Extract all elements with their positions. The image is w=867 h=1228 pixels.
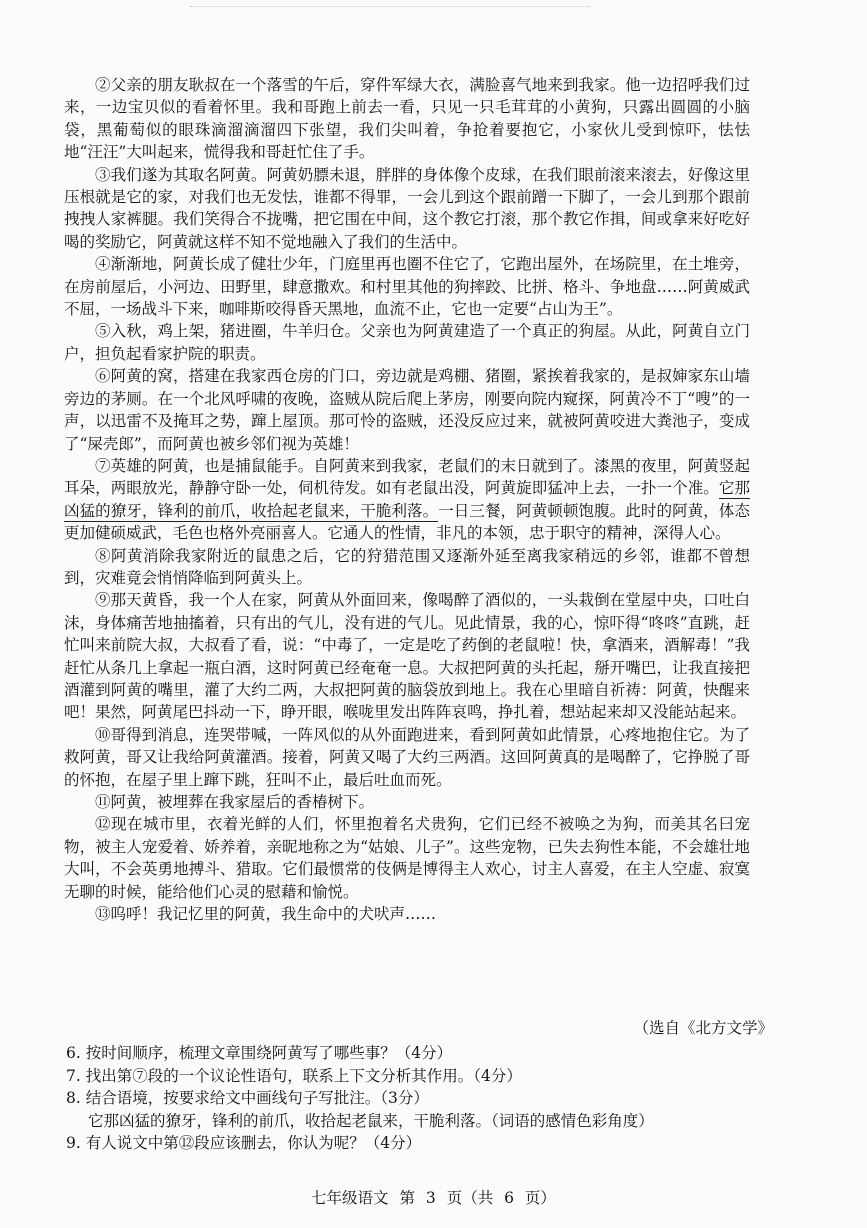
paragraph-4: ④渐渐地，阿黄长成了健壮少年，门庭里再也圈不住它了，它跑出屋外，在场院里，在土堆旁，在房前屋后，小河边、田野里，肆意撒欢。和村里其他的狗摔跤、比拼、格斗、争地盘……阿黄威武不屈，一场战斗下来，咖啡斯咬得昏天黑地，血流不止，它也一定要“占山为王”。 bbox=[64, 255, 750, 319]
top-edge-artifact bbox=[190, 0, 590, 7]
article-body bbox=[64, 74, 750, 925]
question-8-prompt: 它那凶猛的獠牙，锋利的前爪，收拾起老鼠来，干脆利落。（词语的感情色彩角度） bbox=[88, 1111, 654, 1130]
paragraph-3: ③我们遂为其取名阿黄。阿黄奶膘未退，胖胖的身体像个皮球，在我们眼前滚来滚去，好像这里压根就是它的家，对我们也无发怯，谁都不得罪，一会儿到这个跟前蹭一下脚了，一会儿到那个跟前拽拽人家裤腿。我们笑得合不拢嘴，把它围在中间，这个教它打滚，那个教它作揖，间或拿来好吃好喝的奖励它，阿黄就这样不知不觉地融入了我们的生活中。 bbox=[64, 165, 750, 251]
paragraph-9: ⑨那天黄昏，我一个人在家，阿黄从外面回来，像喝醉了酒似的，一头栽倒在堂屋中央，口吐白沫，身体痛苦地抽搐着，只有出的气儿，没有进的气儿。见此情景，我的心，惊吓得“咚咚”直跳，赶忙叫来前院大叔，大叔看了看，说：“中毒了，一定是吃了药倒的老鼠啦！快，拿酒来，酒解毒！”我赶忙从条几上拿起一瓶白酒，这时阿黄已经奄奄一息。大叔把阿黄的头托起，掰开嘴巴，让我直接把酒灌到阿黄的嘴里，灌了大约二两，大叔把阿黄的脑袋放到地上。我在心里暗自祈祷：阿黄，快醒来吧！果然，阿黄尾巴抖动一下，睁开眼，喉咙里发出阵阵哀鸣，挣扎着，想站起来却又没能站起来。 bbox=[64, 591, 750, 722]
paragraph-6: ⑥阿黄的窝，搭建在我家西仓房的门口，旁边就是鸡棚、猪圈，紧挨着我家的，是叔婶家东山墙旁边的茅厕。在一个北风呼啸的夜晚，盗贼从院后爬上茅房，刚要向院内窥探，阿黄冷不丁“嗖”的一声，以迅雷不及掩耳之势，蹿上屋顶。那可怜的盗贼，还没反应过来，就被阿黄咬进大粪池子，变成了“屎壳郎”，而阿黄也被乡邻们视为英雄！ bbox=[64, 367, 750, 453]
paragraph-12: ⑫现在城市里，衣着光鲜的人们，怀里抱着名犬贵狗，它们已经不被唤之为狗，而美其名曰宠物，被主人宠爱着、娇养着，亲昵地称之为“姑娘、儿子”。这些宠物，已失去狗性本能，不会雄壮地大叫，不会英勇地搏斗、猎取。它们最惯常的伎俩是博得主人欢心，讨主人喜爱，在主人空虚、寂寞无聊的时候，能给他们心灵的慰藉和愉悦。 bbox=[64, 815, 750, 901]
underlined-sentence: 它那凶猛的獠牙，锋利的前爪，收拾起老鼠来，干脆利落。 bbox=[64, 479, 750, 520]
question-8: 8. 结合语境，按要求给文中画线句子写批注。（3分） bbox=[66, 1089, 429, 1108]
question-9: 9. 有人说文中第⑫段应该删去，你认为呢？（4分） bbox=[66, 1134, 422, 1153]
paragraph-5: ⑤入秋，鸡上架，猪进圈，牛羊归仓。父亲也为阿黄建造了一个真正的狗屋。从此，阿黄自立门户，担负起看家护院的职责。 bbox=[64, 322, 750, 363]
paragraph-7 bbox=[64, 455, 750, 545]
paragraph-13: ⑬呜呼！我记忆里的阿黄，我生命中的犬吠声…… bbox=[95, 905, 437, 924]
question-7: 7. 找出第⑦段的一个议论性语句，联系上下文分析其作用。（4分） bbox=[66, 1066, 522, 1085]
footer-subject: 七年级语文 bbox=[311, 1189, 389, 1207]
source-citation: （选自《北方文学》 bbox=[633, 1019, 773, 1037]
paragraph-2: ②父亲的朋友耿叔在一个落雪的午后，穿件军绿大衣，满脸喜气地来到我家。他一边招呼我们过来，一边宝贝似的看着怀里。我和哥跑上前去一看，只见一只毛茸茸的小黄狗，只露出圆圆的小脑袋，黑葡萄似的眼珠滴溜滴溜四下张望，我们尖叫着，争抢着要抱它，小家伙儿受到惊吓，怯怯地“汪汪”大叫起来，慌得我和哥赶忙住了手。 bbox=[64, 76, 750, 162]
question-6: 6. 按时间顺序，梳理文章围绕阿黄写了哪些事？（4分） bbox=[66, 1044, 453, 1062]
paragraph-7-part-2: 一日三餐，阿黄顿顿饱腹。此时的阿黄，体态更加健硕威武，毛色也格外亮丽喜人。它通人的性情，非凡的本领，忠于职守的精神，深得人心。 bbox=[64, 501, 750, 543]
question-list bbox=[66, 1042, 766, 1155]
paragraph-8: ⑧阿黄消除我家附近的鼠患之后，它的狩猎范围又逐渐外延至离我家稍远的乡邻，谁都不曾想到，灾难竟会悄悄降临到阿黄头上。 bbox=[64, 546, 750, 587]
footer-page-number: 第 3 页（共 6 页） bbox=[399, 1189, 556, 1207]
paragraph-7-part-1: ⑦英雄的阿黄，也是捕鼠能手。自阿黄来到我家，老鼠们的末日就到了。漆黑的夜里，阿黄竖起耳朵，两眼放光，静静守卧一处，伺机待发。如有老鼠出没，阿黄旋即猛冲上去，一扑一个准。 bbox=[64, 456, 750, 498]
paragraph-10: ⑩哥得到消息，连哭带喊，一阵风似的从外面跑进来，看到阿黄如此情景，心疼地抱住它。为了救阿黄，哥又让我给阿黄灌酒。接着，阿黄又喝了大约三两酒。这回阿黄真的是喝醉了，它挣脱了哥的怀抱，在屋子里上蹿下跳，狂叫不止，最后吐血而死。 bbox=[64, 725, 750, 789]
page-footer bbox=[0, 1186, 867, 1208]
paragraph-11: ⑪阿黄，被埋葬在我家屋后的香椿树下。 bbox=[95, 793, 375, 811]
